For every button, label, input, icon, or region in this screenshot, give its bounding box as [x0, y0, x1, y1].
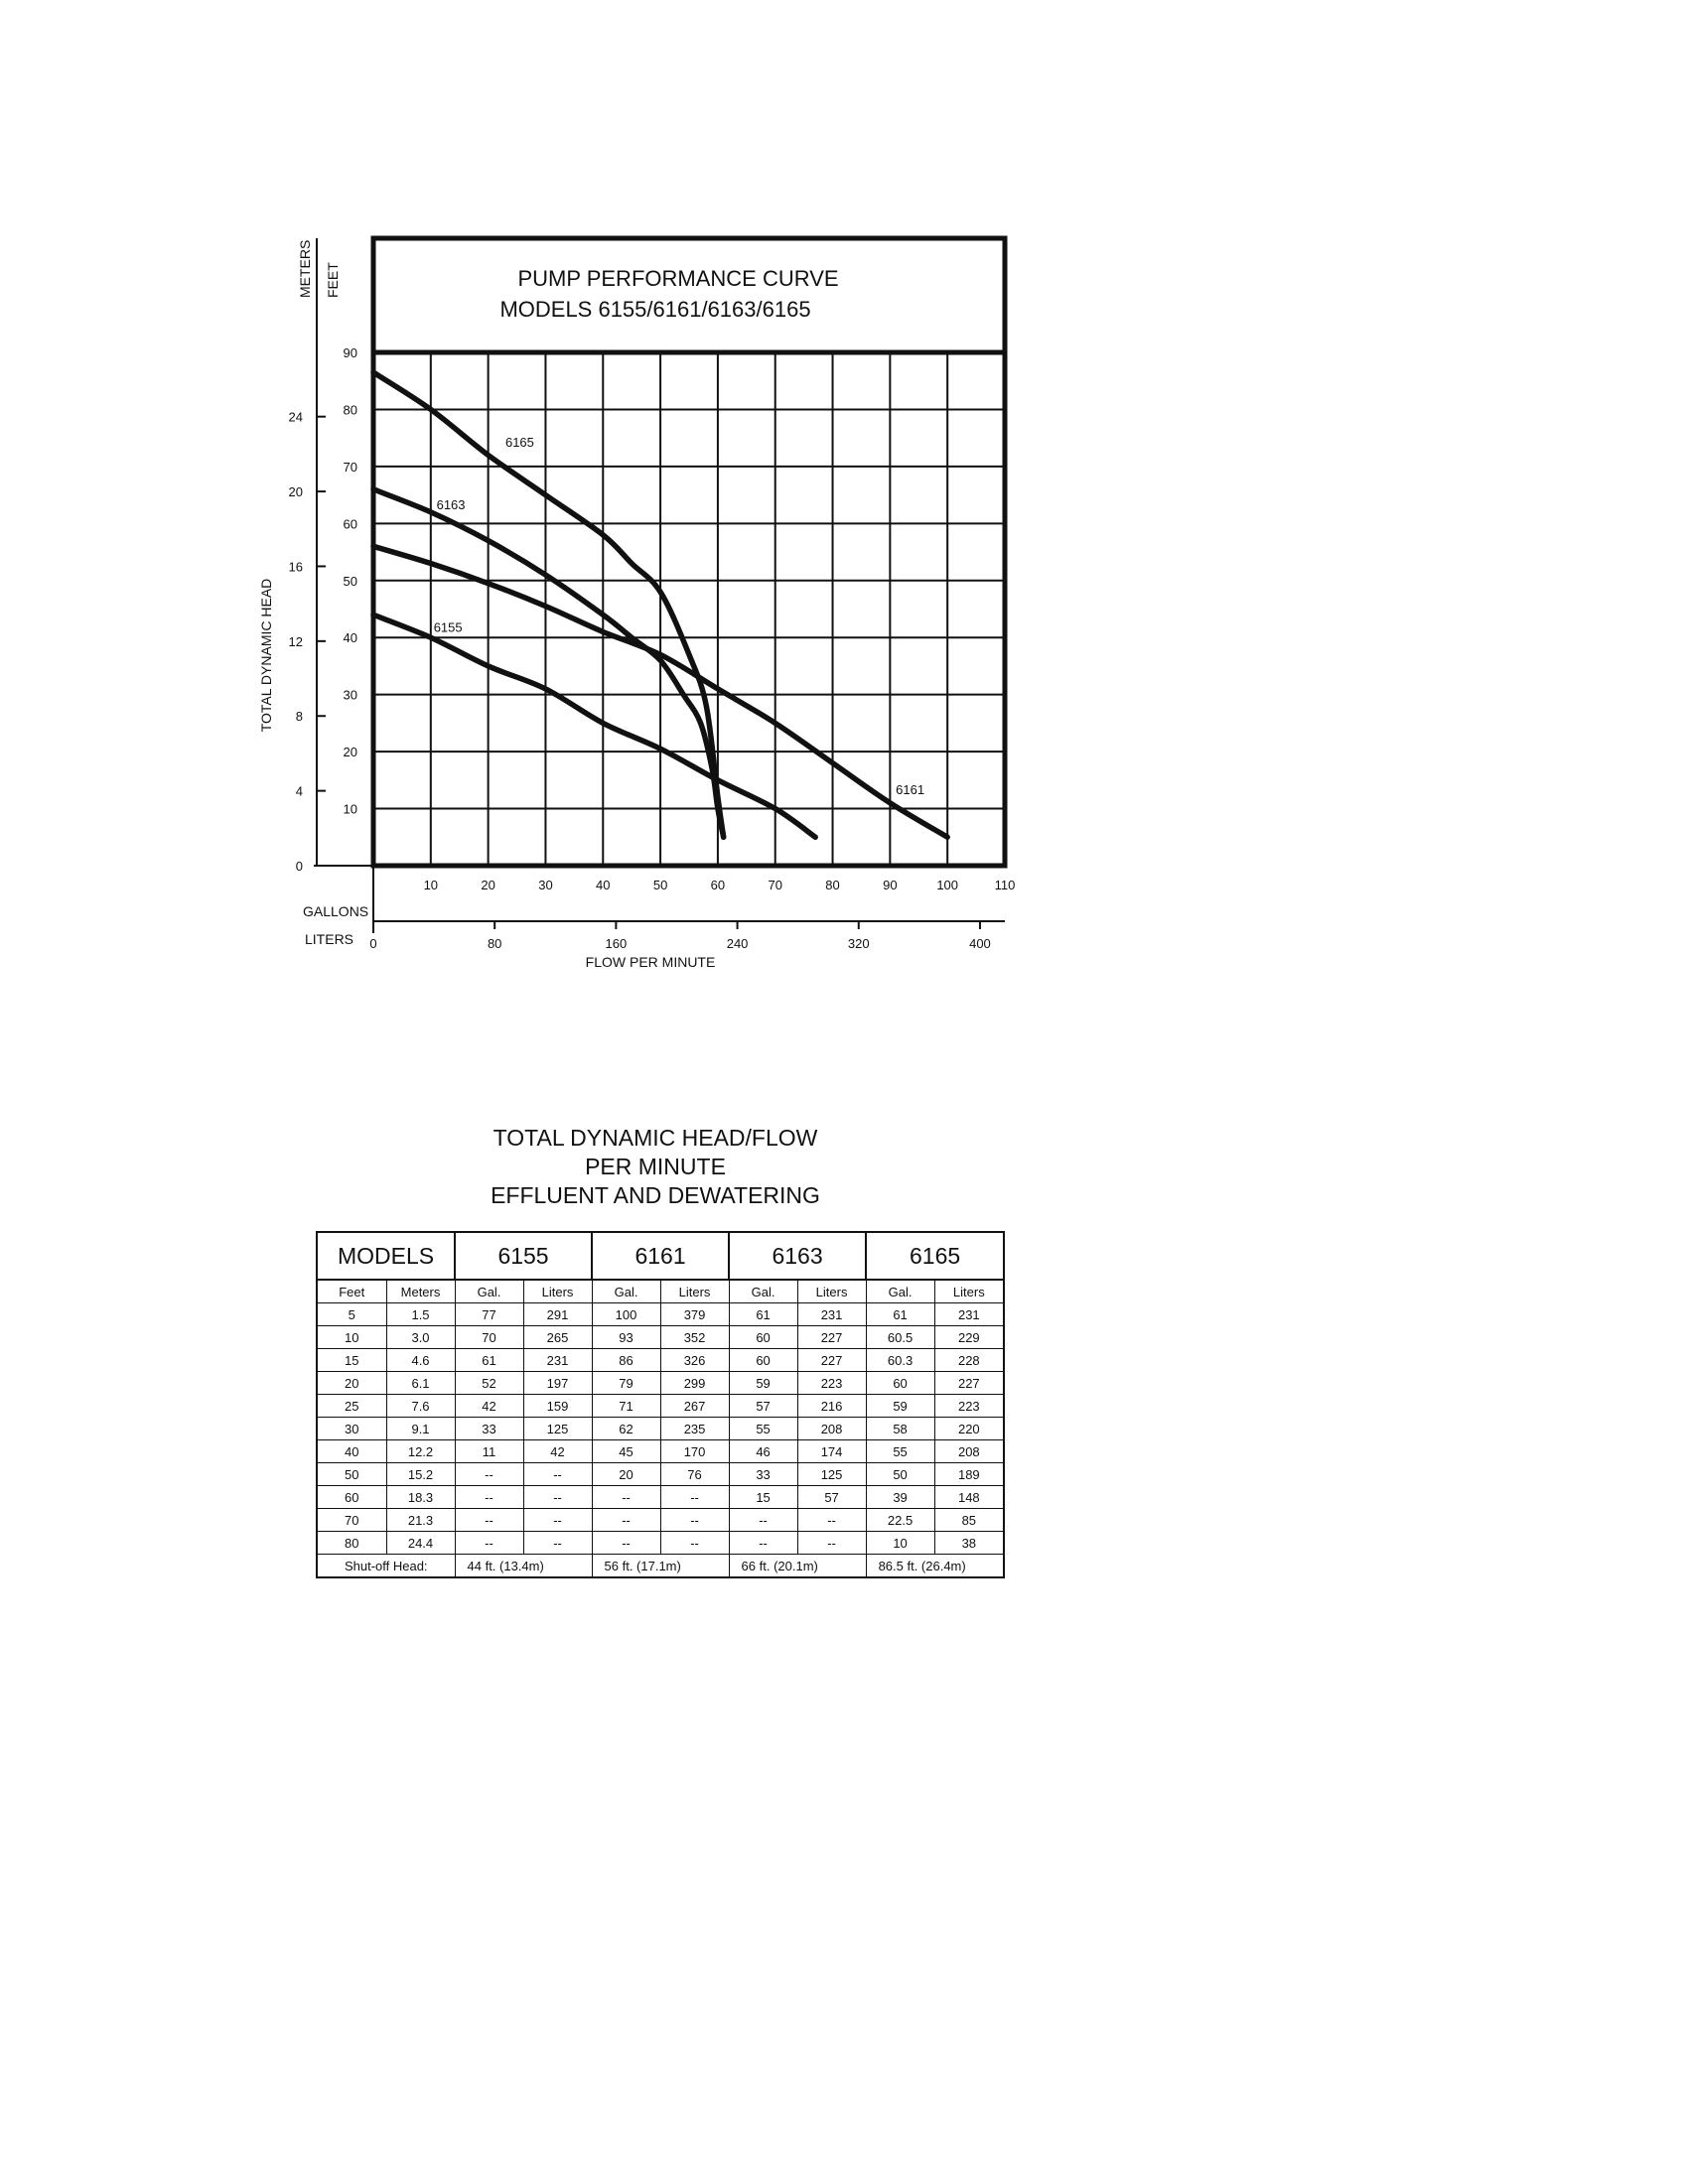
y-tick-label-meters: 24: [288, 409, 303, 425]
table-row: [317, 1303, 1004, 1326]
shutoff-row: [317, 1555, 1004, 1578]
x-tick-label-gallons: 110: [994, 878, 1016, 892]
table-cell: 58: [866, 1418, 934, 1440]
y-unit-label-feet: FEET: [325, 262, 341, 298]
table-subheader-row: [317, 1280, 1004, 1303]
table-cell: 216: [797, 1395, 866, 1418]
x-tick-label-gallons: 40: [596, 878, 611, 892]
y-axis-label: TOTAL DYNAMIC HEAD: [258, 578, 274, 733]
table-cell: --: [455, 1509, 523, 1532]
table-title-line: EFFLUENT AND DEWATERING: [491, 1182, 820, 1208]
table-row: [317, 1463, 1004, 1486]
table-cell: --: [523, 1509, 592, 1532]
table-cell: --: [455, 1486, 523, 1509]
table-row: [317, 1532, 1004, 1555]
table-header-row: [317, 1232, 1004, 1280]
table-cell: 125: [523, 1418, 592, 1440]
table-cell: 228: [934, 1349, 1004, 1372]
shutoff-value: 86.5 ft. (26.4m): [866, 1555, 1004, 1578]
table-cell: 11: [455, 1440, 523, 1463]
x-tick-label-gallons: 60: [710, 878, 726, 892]
table-cell: 227: [797, 1349, 866, 1372]
x-tick-label-gallons: 10: [423, 878, 439, 892]
table-cell: 61: [866, 1303, 934, 1326]
table-cell: 70: [317, 1509, 386, 1532]
series-label-6163: 6163: [436, 496, 466, 512]
y-tick-label-meters: 8: [295, 709, 303, 725]
table-cell: 5: [317, 1303, 386, 1326]
table-cell: 231: [523, 1349, 592, 1372]
table-cell: --: [660, 1532, 729, 1555]
table-cell: 1.5: [386, 1303, 455, 1326]
subheader-cell: Liters: [660, 1280, 729, 1303]
table-cell: 60: [729, 1349, 797, 1372]
x-tick-label-liters: 400: [969, 936, 991, 951]
table-cell: 3.0: [386, 1326, 455, 1349]
x-tick-label-liters: 240: [726, 936, 749, 951]
table-cell: --: [523, 1532, 592, 1555]
x-tick-label-gallons: 30: [538, 878, 553, 892]
table-cell: --: [660, 1509, 729, 1532]
shutoff-value: 44 ft. (13.4m): [455, 1555, 592, 1578]
shutoff-value: 56 ft. (17.1m): [592, 1555, 729, 1578]
table-cell: 60: [317, 1486, 386, 1509]
table-row: [317, 1418, 1004, 1440]
subheader-cell: Liters: [797, 1280, 866, 1303]
table-cell: 39: [866, 1486, 934, 1509]
table-cell: --: [455, 1532, 523, 1555]
table-cell: 55: [866, 1440, 934, 1463]
table-cell: --: [455, 1463, 523, 1486]
table-cell: 170: [660, 1440, 729, 1463]
series-line-6155: [373, 614, 815, 837]
table-cell: 10: [317, 1326, 386, 1349]
subheader-cell: Gal.: [729, 1280, 797, 1303]
y-tick-label-feet: 90: [343, 345, 357, 360]
x-unit-label-liters: LITERS: [305, 931, 354, 947]
table-cell: 80: [317, 1532, 386, 1555]
y-tick-label-meters: 12: [288, 633, 303, 649]
model-header-6165: 6165: [866, 1232, 1004, 1280]
y-tick-label-meters: 4: [295, 783, 303, 799]
table-cell: --: [660, 1486, 729, 1509]
table-cell: 7.6: [386, 1395, 455, 1418]
table-cell: 229: [934, 1326, 1004, 1349]
table-cell: 55: [729, 1418, 797, 1440]
table-cell: 50: [317, 1463, 386, 1486]
table-cell: 79: [592, 1372, 660, 1395]
table-cell: 100: [592, 1303, 660, 1326]
table-cell: 18.3: [386, 1486, 455, 1509]
table-row: [317, 1326, 1004, 1349]
table-cell: --: [797, 1532, 866, 1555]
table-cell: 10: [866, 1532, 934, 1555]
table-cell: 59: [866, 1395, 934, 1418]
table-cell: --: [523, 1486, 592, 1509]
table-cell: 208: [797, 1418, 866, 1440]
table-cell: 71: [592, 1395, 660, 1418]
table-cell: 86: [592, 1349, 660, 1372]
table-row: [317, 1509, 1004, 1532]
table-cell: 33: [729, 1463, 797, 1486]
y-tick-label-meters: 20: [288, 484, 303, 500]
table-cell: 148: [934, 1486, 1004, 1509]
x-tick-label-gallons: 70: [768, 878, 782, 892]
table-cell: 267: [660, 1395, 729, 1418]
table-cell: 60: [866, 1372, 934, 1395]
y-tick-label-feet: 70: [343, 459, 357, 475]
table-cell: 6.1: [386, 1372, 455, 1395]
y-tick-label-meters: 16: [288, 559, 303, 575]
model-header-6163: 6163: [729, 1232, 866, 1280]
table-cell: 352: [660, 1326, 729, 1349]
table-cell: 12.2: [386, 1440, 455, 1463]
y-tick-label-feet: 40: [343, 630, 357, 646]
table-cell: 61: [729, 1303, 797, 1326]
table-cell: 231: [934, 1303, 1004, 1326]
table-cell: 235: [660, 1418, 729, 1440]
table-row: [317, 1486, 1004, 1509]
subheader-cell: Gal.: [455, 1280, 523, 1303]
x-tick-label-gallons: 80: [825, 878, 840, 892]
y-tick-label-feet: 50: [343, 573, 357, 589]
table-cell: 197: [523, 1372, 592, 1395]
table-cell: 220: [934, 1418, 1004, 1440]
table-cell: 227: [934, 1372, 1004, 1395]
table-cell: 40: [317, 1440, 386, 1463]
table-cell: --: [592, 1532, 660, 1555]
table-cell: 59: [729, 1372, 797, 1395]
subheader-cell: Liters: [934, 1280, 1004, 1303]
x-tick-label-liters: 0: [369, 936, 377, 951]
table-cell: 42: [523, 1440, 592, 1463]
subheader-cell: Meters: [386, 1280, 455, 1303]
table-cell: 30: [317, 1418, 386, 1440]
table-cell: --: [592, 1509, 660, 1532]
table-cell: 85: [934, 1509, 1004, 1532]
table-cell: 265: [523, 1326, 592, 1349]
x-tick-label-gallons: 100: [936, 878, 959, 892]
table-cell: 15.2: [386, 1463, 455, 1486]
series-label-6155: 6155: [433, 619, 463, 635]
model-header-6161: 6161: [592, 1232, 729, 1280]
table-cell: 33: [455, 1418, 523, 1440]
table-cell: --: [729, 1509, 797, 1532]
chart-title-box: [373, 238, 1005, 352]
table-cell: 50: [866, 1463, 934, 1486]
table-cell: 46: [729, 1440, 797, 1463]
table-cell: 76: [660, 1463, 729, 1486]
x-tick-label-liters: 80: [487, 936, 502, 951]
table-cell: 125: [797, 1463, 866, 1486]
table-cell: 24.4: [386, 1532, 455, 1555]
table-cell: --: [729, 1532, 797, 1555]
table-cell: --: [523, 1463, 592, 1486]
table-title-line: TOTAL DYNAMIC HEAD/FLOW: [492, 1125, 818, 1151]
table-cell: 379: [660, 1303, 729, 1326]
y-unit-label-meters: METERS: [297, 239, 313, 298]
table-cell: 77: [455, 1303, 523, 1326]
table-cell: 223: [934, 1395, 1004, 1418]
table-title: [318, 1124, 993, 1210]
x-unit-label-gallons: GALLONS: [303, 903, 369, 919]
table-cell: 22.5: [866, 1509, 934, 1532]
models-header: MODELS: [317, 1232, 455, 1280]
x-tick-label-gallons: 90: [883, 878, 898, 892]
table-cell: 52: [455, 1372, 523, 1395]
x-tick-label-gallons: 20: [481, 878, 495, 892]
table-cell: 45: [592, 1440, 660, 1463]
table-cell: 38: [934, 1532, 1004, 1555]
y-tick-label-meters: 0: [295, 859, 303, 874]
table-title-line: PER MINUTE: [585, 1154, 726, 1179]
table-row: [317, 1349, 1004, 1372]
chart-subtitle: MODELS 6155/6161/6163/6165: [499, 297, 811, 322]
y-tick-label-feet: 20: [343, 745, 357, 760]
table-cell: --: [797, 1509, 866, 1532]
chart-title: PUMP PERFORMANCE CURVE: [517, 266, 839, 291]
subheader-cell: Gal.: [866, 1280, 934, 1303]
x-tick-label-liters: 320: [847, 936, 870, 951]
subheader-cell: Feet: [317, 1280, 386, 1303]
shutoff-value: 66 ft. (20.1m): [729, 1555, 866, 1578]
y-tick-label-feet: 30: [343, 687, 357, 703]
series-label-6165: 6165: [504, 434, 534, 450]
table-cell: 57: [797, 1486, 866, 1509]
table-cell: 20: [317, 1372, 386, 1395]
table-cell: 174: [797, 1440, 866, 1463]
y-tick-label-feet: 80: [343, 402, 357, 418]
table-cell: 60.3: [866, 1349, 934, 1372]
table-cell: 227: [797, 1326, 866, 1349]
table-cell: 9.1: [386, 1418, 455, 1440]
table-cell: 61: [455, 1349, 523, 1372]
table-cell: 326: [660, 1349, 729, 1372]
table-cell: 208: [934, 1440, 1004, 1463]
table-cell: 15: [729, 1486, 797, 1509]
x-axis-label: FLOW PER MINUTE: [585, 954, 716, 970]
table-cell: 62: [592, 1418, 660, 1440]
table-cell: 93: [592, 1326, 660, 1349]
series-label-6161: 6161: [896, 782, 925, 798]
table-cell: 231: [797, 1303, 866, 1326]
table-cell: 291: [523, 1303, 592, 1326]
performance-table: [316, 1231, 1005, 1578]
table-cell: 4.6: [386, 1349, 455, 1372]
table-cell: 60: [729, 1326, 797, 1349]
x-tick-label-liters: 160: [605, 936, 628, 951]
table-cell: 15: [317, 1349, 386, 1372]
table-cell: 25: [317, 1395, 386, 1418]
table-cell: 189: [934, 1463, 1004, 1486]
table-row: [317, 1440, 1004, 1463]
table-cell: 70: [455, 1326, 523, 1349]
table-cell: --: [592, 1486, 660, 1509]
subheader-cell: Liters: [523, 1280, 592, 1303]
table-cell: 299: [660, 1372, 729, 1395]
table-cell: 20: [592, 1463, 660, 1486]
x-tick-label-gallons: 50: [652, 878, 668, 892]
y-tick-label-feet: 60: [343, 516, 357, 532]
table-cell: 159: [523, 1395, 592, 1418]
table-cell: 57: [729, 1395, 797, 1418]
axis-layer: [289, 238, 1016, 951]
table-cell: 223: [797, 1372, 866, 1395]
table-cell: 21.3: [386, 1509, 455, 1532]
table-cell: 60.5: [866, 1326, 934, 1349]
subheader-cell: Gal.: [592, 1280, 660, 1303]
shutoff-label: Shut-off Head:: [317, 1555, 455, 1578]
table-cell: 42: [455, 1395, 523, 1418]
table-row: [317, 1395, 1004, 1418]
table-row: [317, 1372, 1004, 1395]
y-tick-label-feet: 10: [343, 801, 357, 817]
pump-performance-chart: [0, 0, 1688, 993]
model-header-6155: 6155: [455, 1232, 592, 1280]
